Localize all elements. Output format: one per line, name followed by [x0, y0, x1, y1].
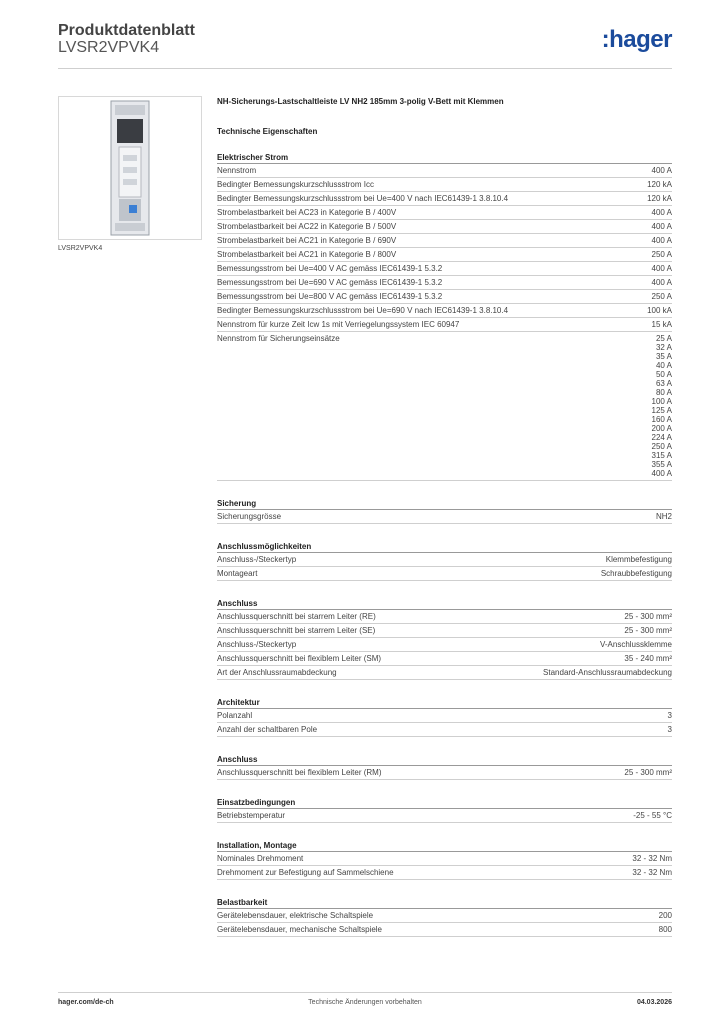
spec-row — [217, 510, 672, 524]
spec-row — [217, 624, 672, 638]
spec-value: 25 - 300 mm² — [624, 626, 672, 635]
spec-row — [217, 304, 672, 318]
spec-label: Drehmoment zur Befestigung auf Sammelschiene — [217, 868, 394, 877]
spec-value: 35 - 240 mm² — [624, 654, 672, 663]
spec-label: Strombelastbarkeit bei AC22 in Kategorie B / 500V — [217, 222, 397, 231]
fuse-switch-illustration — [59, 97, 201, 239]
section-heading: Anschlussmöglichkeiten — [217, 538, 672, 553]
spec-value: 100 A — [651, 397, 672, 406]
spec-value: 63 A — [655, 379, 672, 388]
spec-row — [217, 276, 672, 290]
spec-section — [217, 149, 672, 481]
spec-value: 32 - 32 Nm — [632, 868, 672, 877]
spec-value: 400 A — [651, 236, 672, 245]
spec-label: Bedingter Bemessungskurzschlussstrom bei Ue=400 V nach IEC61439-1 3.8.10.4 — [217, 194, 509, 203]
section-heading: Elektrischer Strom — [217, 149, 672, 164]
product-image — [58, 96, 202, 240]
footer-website[interactable]: hager.com/de-ch — [58, 999, 114, 1006]
spec-row — [217, 318, 672, 332]
spec-label: Bedingter Bemessungskurzschlussstrom Icc — [217, 180, 374, 189]
spec-label: Nennstrom — [217, 166, 257, 175]
spec-label: Art der Anschlussraumabdeckung — [217, 668, 337, 677]
page-footer — [58, 992, 672, 1017]
spec-row — [217, 709, 672, 723]
spec-label: Bemessungsstrom bei Ue=800 V AC gemäss IEC61439-1 5.3.2 — [217, 292, 443, 301]
spec-label: Anschluss-/Steckertyp — [217, 640, 297, 649]
spec-label: Betriebstemperatur — [217, 811, 286, 820]
spec-row — [217, 178, 672, 192]
spec-row — [217, 909, 672, 923]
spec-row — [217, 852, 672, 866]
spec-label: Anschlussquerschnitt bei flexiblem Leiter (SM) — [217, 654, 382, 663]
spec-label: Gerätelebensdauer, mechanische Schaltspiele — [217, 925, 382, 934]
spec-value: 3 — [667, 725, 672, 734]
spec-value: 160 A — [651, 415, 672, 424]
spec-section — [217, 837, 672, 880]
spec-row — [217, 332, 672, 481]
spec-label: Anschlussquerschnitt bei starrem Leiter (RE) — [217, 612, 376, 621]
spec-row — [217, 248, 672, 262]
spec-value: -25 - 55 °C — [633, 811, 672, 820]
spec-value: 35 A — [655, 352, 672, 361]
spec-value: 80 A — [655, 388, 672, 397]
section-heading: Anschluss — [217, 751, 672, 766]
spec-value: 224 A — [651, 433, 672, 442]
spec-row — [217, 766, 672, 780]
spec-label: Bemessungsstrom bei Ue=690 V AC gemäss IEC61439-1 5.3.2 — [217, 278, 443, 287]
spec-value: 25 - 300 mm² — [624, 612, 672, 621]
spec-section — [217, 751, 672, 780]
spec-label: Bemessungsstrom bei Ue=400 V AC gemäss IEC61439-1 5.3.2 — [217, 264, 443, 273]
section-heading: Sicherung — [217, 495, 672, 510]
spec-value: 400 A — [651, 469, 672, 478]
spec-value: 50 A — [655, 370, 672, 379]
spec-label: Sicherungsgrösse — [217, 512, 282, 521]
spec-value: Standard-Anschlussraumabdeckung — [543, 668, 672, 677]
spec-label: Bedingter Bemessungskurzschlussstrom bei Ue=690 V nach IEC61439-1 3.8.10.4 — [217, 306, 509, 315]
image-caption: LVSR2VPVK4 — [58, 245, 103, 252]
spec-row — [217, 206, 672, 220]
spec-value: 100 kA — [647, 306, 672, 315]
footer-disclaimer: Technische Änderungen vorbehalten — [308, 999, 422, 1006]
spec-label: Nennstrom für kurze Zeit Icw 1s mit Verriegelungssystem IEC 60947 — [217, 320, 460, 329]
spec-row — [217, 610, 672, 624]
spec-section — [217, 794, 672, 823]
spec-value: 355 A — [651, 460, 672, 469]
spec-label: Anzahl der schaltbaren Pole — [217, 725, 318, 734]
spec-value: 400 A — [651, 264, 672, 273]
section-heading: Anschluss — [217, 595, 672, 610]
spec-value: V-Anschlussklemme — [599, 640, 672, 649]
spec-label: Nennstrom für Sicherungseinsätze — [217, 334, 340, 343]
page-header — [58, 20, 672, 69]
spec-section — [217, 595, 672, 680]
spec-label: Strombelastbarkeit bei AC23 in Kategorie B / 400V — [217, 208, 397, 217]
spec-row — [217, 567, 672, 581]
spec-value: 15 kA — [651, 320, 672, 329]
spec-value: 200 A — [651, 424, 672, 433]
spec-value: 400 A — [651, 278, 672, 287]
spec-value: 200 — [658, 911, 672, 920]
spec-value: 800 — [658, 925, 672, 934]
product-sku: LVSR2VPVK4 — [58, 39, 160, 56]
spec-label: Gerätelebensdauer, elektrische Schaltspiele — [217, 911, 374, 920]
spec-value-list — [652, 334, 672, 478]
spec-row — [217, 290, 672, 304]
spec-label: Polanzahl — [217, 711, 253, 720]
section-heading: Belastbarkeit — [217, 894, 672, 909]
spec-value: Schraubbefestigung — [600, 569, 672, 578]
spec-row — [217, 923, 672, 937]
spec-value: 250 A — [651, 442, 672, 451]
spec-value: 120 kA — [647, 180, 672, 189]
spec-value: 32 - 32 Nm — [632, 854, 672, 863]
spec-sections — [217, 149, 672, 937]
spec-row — [217, 262, 672, 276]
spec-section — [217, 495, 672, 524]
spec-section — [217, 538, 672, 581]
spec-value: 125 A — [651, 406, 672, 415]
spec-value: 120 kA — [647, 194, 672, 203]
spec-label: Anschlussquerschnitt bei flexiblem Leiter (RM) — [217, 768, 382, 777]
spec-value: 250 A — [651, 292, 672, 301]
spec-value: 25 - 300 mm² — [624, 768, 672, 777]
spec-row — [217, 164, 672, 178]
spec-value: 40 A — [655, 361, 672, 370]
main-content — [217, 97, 672, 951]
spec-value: 25 A — [655, 334, 672, 343]
spec-row — [217, 638, 672, 652]
spec-value: NH2 — [655, 512, 672, 521]
hager-logo: :hager — [601, 26, 672, 53]
spec-value: 400 A — [651, 208, 672, 217]
spec-row — [217, 553, 672, 567]
spec-row — [217, 809, 672, 823]
product-description: NH-Sicherungs-Lastschaltleiste LV NH2 185mm 3-polig V-Bett mit Klemmen — [217, 97, 504, 106]
spec-value: Klemmbefestigung — [605, 555, 672, 564]
spec-value: 400 A — [651, 166, 672, 175]
footer-date: 04.03.2026 — [636, 999, 672, 1006]
technical-properties-title: Technische Eigenschaften — [217, 127, 318, 136]
spec-row — [217, 652, 672, 666]
section-heading: Architektur — [217, 694, 672, 709]
spec-value: 315 A — [651, 451, 672, 460]
document-title: Produktdatenblatt — [58, 22, 195, 39]
spec-row — [217, 666, 672, 680]
spec-row — [217, 192, 672, 206]
spec-row — [217, 866, 672, 880]
spec-label: Anschluss-/Steckertyp — [217, 555, 297, 564]
product-image-panel — [58, 96, 202, 252]
spec-value: 3 — [667, 711, 672, 720]
spec-label: Anschlussquerschnitt bei starrem Leiter (SE) — [217, 626, 376, 635]
spec-label: Montageart — [217, 569, 258, 578]
spec-label: Nominales Drehmoment — [217, 854, 304, 863]
spec-value: 250 A — [651, 250, 672, 259]
spec-row — [217, 234, 672, 248]
section-heading: Einsatzbedingungen — [217, 794, 672, 809]
section-heading: Installation, Montage — [217, 837, 672, 852]
spec-label: Strombelastbarkeit bei AC21 in Kategorie B / 800V — [217, 250, 397, 259]
spec-row — [217, 723, 672, 737]
spec-row — [217, 220, 672, 234]
spec-label: Strombelastbarkeit bei AC21 in Kategorie B / 690V — [217, 236, 397, 245]
spec-value: 32 A — [655, 343, 672, 352]
spec-section — [217, 894, 672, 937]
spec-value: 400 A — [651, 222, 672, 231]
spec-section — [217, 694, 672, 737]
